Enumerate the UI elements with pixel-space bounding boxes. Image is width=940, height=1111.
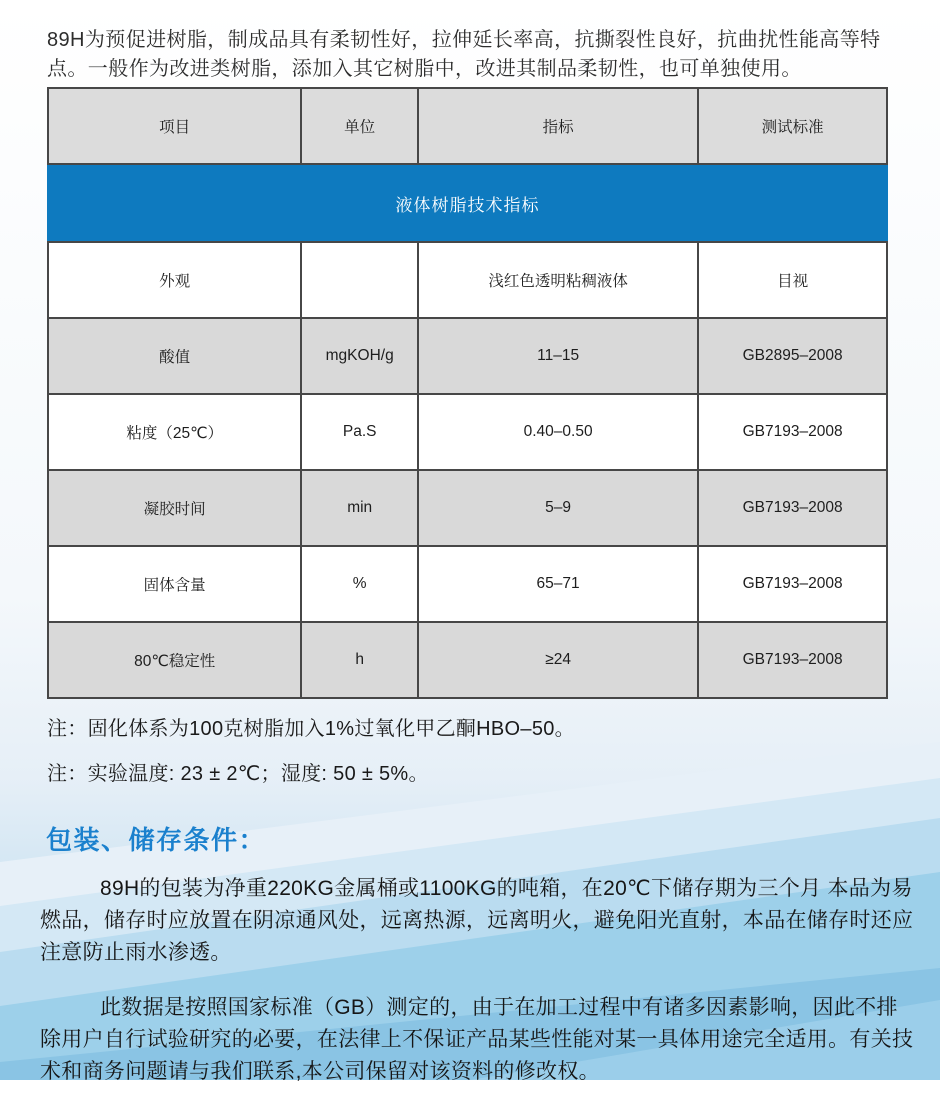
table-cell [301,242,418,318]
table-title-row [48,164,887,242]
spec-table-head [48,88,887,164]
spec-table-body [48,242,887,698]
storage-heading: 包装、储存条件： [46,825,267,855]
table-cell: 5–9 [418,470,698,546]
column-header-spec: 指标 [418,88,698,164]
table-cell: 粘度（25℃） [48,394,301,470]
table-row [48,546,887,622]
column-header-standard: 测试标准 [698,88,887,164]
table-cell: 目视 [698,242,887,318]
table-row [48,318,887,394]
table-cell: min [301,470,418,546]
storage-paragraph: 89H的包装为净重220KG金属桶或1100KG的吨箱，在20℃下储存期为三个月 本品为易燃品，储存时应放置在阴凉通风处，远离热源，远离明火，避免阳光直射，本品在储存时还应注意防止雨水渗透。 [40,877,914,964]
table-title: 液体树脂技术指标 [48,164,887,242]
table-cell: 凝胶时间 [48,470,301,546]
table-cell: mgKOH/g [301,318,418,394]
notes-section [47,712,907,802]
storage-paragraph: 此数据是按照国家标准（GB）测定的，由于在加工过程中有诸多因素影响，因此不排除用户自行试验研究的必要，在法律上不保证产品某些性能对某一具体用途完全适用。有关技术和商务问题请与我们联系,本公司保留对该资料的修改权。 [40,996,914,1083]
spec-table-title-section [48,164,887,242]
table-cell: h [301,622,418,698]
note-line: 注：实验温度: 23 ± 2℃；湿度: 50 ± 5%。 [47,763,429,785]
storage-section [40,820,914,1111]
table-cell: GB7193–2008 [698,470,887,546]
table-row [48,242,887,318]
table-cell: 0.40–0.50 [418,394,698,470]
note-line: 注：固化体系为100克树脂加入1%过氧化甲乙酮HBO–50。 [47,718,575,740]
table-row [48,394,887,470]
table-cell: GB2895–2008 [698,318,887,394]
table-row [48,622,887,698]
intro-paragraph: 89H为预促进树脂，制成品具有柔韧性好，拉伸延长率高，抗撕裂性良好，抗曲扰性能高等特点。一般作为改进类树脂，添加入其它树脂中，改进其制品柔韧性，也可单独使用。 [47,29,881,80]
table-cell: Pa.S [301,394,418,470]
table-cell: 酸值 [48,318,301,394]
table-cell: ≥24 [418,622,698,698]
table-cell: GB7193–2008 [698,546,887,622]
table-cell: 65–71 [418,546,698,622]
table-cell: 外观 [48,242,301,318]
table-header-row [48,88,887,164]
table-cell: GB7193–2008 [698,394,887,470]
table-cell: 11–15 [418,318,698,394]
column-header-unit: 单位 [301,88,418,164]
table-cell: 浅红色透明粘稠液体 [418,242,698,318]
table-cell: GB7193–2008 [698,622,887,698]
spec-table [47,87,888,699]
table-cell: 80℃稳定性 [48,622,301,698]
column-header-item: 项目 [48,88,301,164]
table-cell: % [301,546,418,622]
table-cell: 固体含量 [48,546,301,622]
table-row [48,470,887,546]
